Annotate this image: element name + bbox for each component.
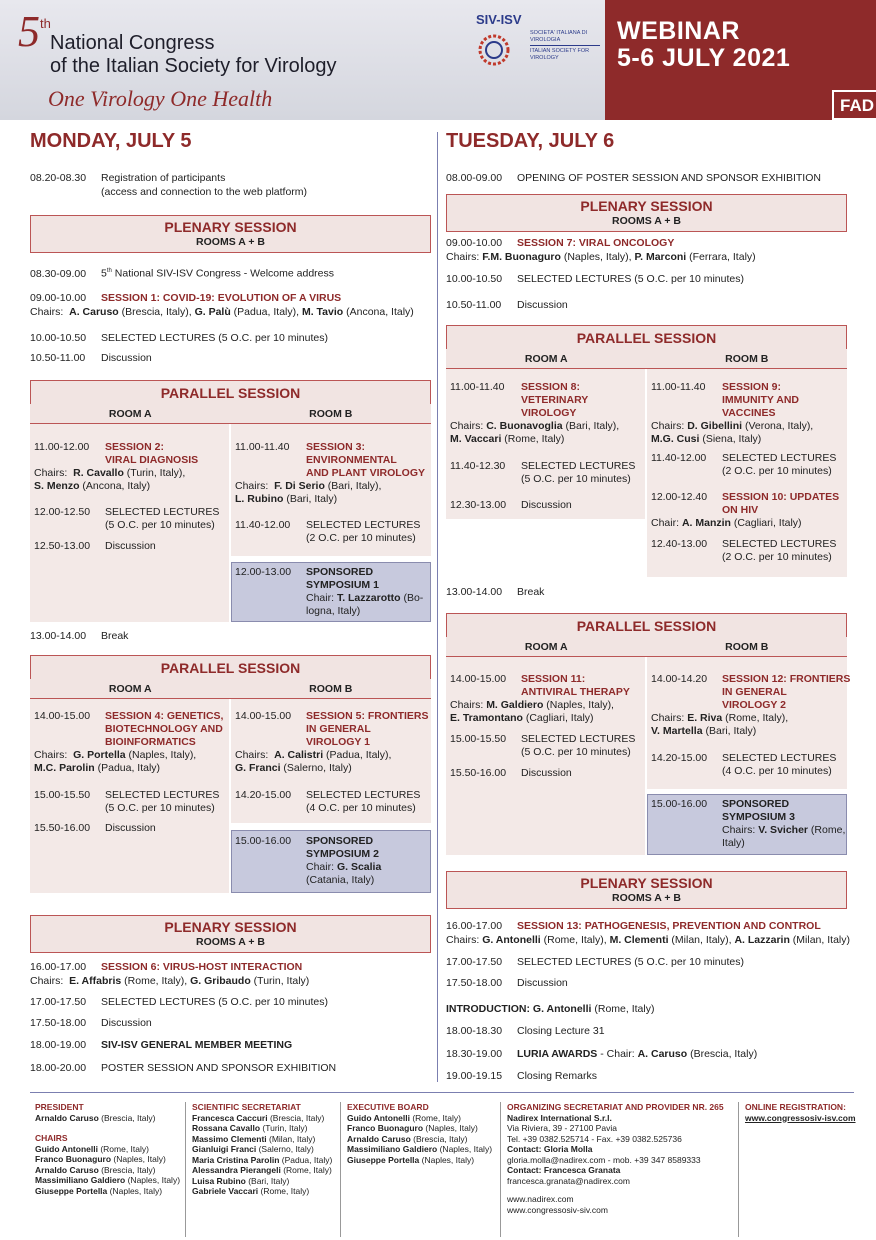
chair-member: Massimiliano Galdiero (Naples, Italy): [35, 1175, 181, 1185]
chair-member: Giuseppe Portella (Naples, Italy): [35, 1185, 163, 1196]
mon-welcome: 08.30-09.00 5th National SIV-ISV Congress - Welcome address: [30, 267, 335, 280]
secretariat-member: Rossana Cavallo (Turin, Italy): [192, 1123, 308, 1133]
mon-session-6: 16.00-17.00 SESSION 6: VIRUS-HOST INTERACTION Chairs: E. Affabris (Rome, Italy), G. Gribaudo (Turin, Italy): [30, 961, 310, 987]
mon-sponsored-1-text: 12.00-13.00 SPONSORED SYMPOSIUM 1 Chair: T. Lazzarotto (Bo- logna, Italy): [235, 566, 424, 617]
tue-break: 13.00-14.00 Break: [446, 586, 545, 598]
francesca-email-link[interactable]: francesca.granata@nadirex.com: [507, 1175, 630, 1186]
tue-session-10: 12.00-12.40 SESSION 10: UPDATES ON HIV Chair: A. Manzin (Cagliari, Italy): [651, 491, 840, 529]
footer-divider: [30, 1092, 854, 1093]
chair-member: Franco Buonaguro (Naples, Italy): [35, 1154, 166, 1164]
secretariat-member: Gabriele Vaccari (Rome, Italy): [192, 1186, 310, 1196]
tue-session-11-lectures: 15.00-15.50 SELECTED LECTURES (5 O.C. per 10 minutes): [450, 733, 636, 758]
tue-session-12: 14.00-14.20 SESSION 12: FRONTIERS IN GENERAL VIROLOGY 2 Chairs: E. Riva (Rome, Italy), V. Martella (Bari, Italy): [651, 673, 851, 737]
tue-parallel-1-rooms: ROOM A ROOM B: [446, 349, 847, 369]
board-member: Massimiliano Galdiero (Naples, Italy): [347, 1144, 493, 1154]
footer-president-chairs: PRESIDENT Arnaldo Caruso (Brescia, Italy) CHAIRS Guido Antonelli (Rome, Italy) Franco Buonaguro (Naples, Italy) Arnaldo Caruso (Brescia, Italy) Massimiliano Galdiero (Naples, Italy) Giuseppe Portella (Naples, Italy): [35, 1102, 185, 1196]
tue-selected-lectures-7: 10.00-10.50 SELECTED LECTURES (5 O.C. per 10 minutes): [446, 273, 744, 285]
tue-session-13: 16.00-17.00 SESSION 13: PATHOGENESIS, PREVENTION AND CONTROL Chairs: G. Antonelli (Rome, Italy), M. Clementi (Milan, Italy), A. Lazzarin (Milan, Italy): [446, 920, 850, 946]
mon-plenary-2: PLENARY SESSION ROOMS A + B: [30, 915, 431, 953]
tue-session-7: 09.00-10.00 SESSION 7: VIRAL ONCOLOGY Chairs: F.M. Buonaguro (Naples, Italy), P. Marconi (Ferrara, Italy): [446, 237, 756, 263]
secretariat-member: Massimo Clementi (Milan, Italy): [192, 1133, 316, 1144]
mon-session-5-lectures: 14.20-15.00 SELECTED LECTURES (4 O.C. per 10 minutes): [235, 789, 421, 814]
tue-selected-lectures-13: 17.00-17.50 SELECTED LECTURES (5 O.C. per 10 minutes): [446, 956, 744, 968]
gloria-email-link[interactable]: gloria.molla@nadirex.com - mob. +39 347 8589333: [507, 1154, 701, 1165]
tue-plenary-1: PLENARY SESSION ROOMS A + B: [446, 194, 847, 232]
congress-site-link[interactable]: www.congressosiv-siv.com: [507, 1204, 608, 1215]
chair-member: Guido Antonelli (Rome, Italy): [35, 1143, 149, 1154]
tue-closing-remarks: 19.00-19.15 Closing Remarks: [446, 1070, 597, 1082]
board-member: Guido Antonelli (Rome, Italy): [347, 1112, 461, 1123]
mon-selected-lectures-6: 17.00-17.50 SELECTED LECTURES (5 O.C. per 10 minutes): [30, 996, 328, 1008]
chair-member: Arnaldo Caruso (Brescia, Italy): [35, 1164, 156, 1175]
tue-sponsored-3-text: 15.00-16.00 SPONSORED SYMPOSIUM 3 Chairs: V. Svicher (Rome, Italy): [651, 798, 846, 849]
mon-parallel-2: PARALLEL SESSION: [30, 655, 431, 680]
tue-opening: 08.00-09.00 OPENING OF POSTER SESSION AND SPONSOR EXHIBITION: [446, 172, 821, 184]
congress-number: 5th: [18, 7, 51, 56]
tue-parallel-1: PARALLEL SESSION: [446, 325, 847, 350]
tue-plenary-2: PLENARY SESSION ROOMS A + B: [446, 871, 847, 909]
registration-link[interactable]: www.congressosiv-isv.com: [745, 1112, 856, 1123]
tue-introduction: INTRODUCTION: G. Antonelli (Rome, Italy): [446, 1003, 655, 1015]
footer-online-registration: ONLINE REGISTRATION: www.congressosiv-isv.com: [738, 1102, 863, 1237]
mon-plenary-1: PLENARY SESSION ROOMS A + B: [30, 215, 431, 253]
secretariat-member: Francesca Caccuri (Brescia, Italy): [192, 1112, 325, 1123]
mon-session-2-lectures: 12.00-12.50 SELECTED LECTURES (5 O.C. per 10 minutes): [34, 506, 220, 531]
tue-session-12-lectures: 14.20-15.00 SELECTED LECTURES (4 O.C. per 10 minutes): [651, 752, 837, 777]
monday-title: MONDAY, JULY 5: [30, 130, 192, 152]
mon-session-4: 14.00-15.00 SESSION 4: GENETICS, BIOTECHNOLOGY AND BIOINFORMATICS Chairs: G. Portella (Naples, Italy), M.C. Parolin (Padua, Italy): [34, 710, 224, 774]
tue-session-9-lectures: 11.40-12.00 SELECTED LECTURES (2 O.C. per 10 minutes): [651, 452, 837, 477]
mon-parallel-1: PARALLEL SESSION: [30, 380, 431, 405]
mon-poster-session: 18.00-20.00 POSTER SESSION AND SPONSOR EXHIBITION: [30, 1062, 337, 1074]
tue-session-8-lectures: 11.40-12.30 SELECTED LECTURES (5 O.C. per 10 minutes): [450, 460, 636, 485]
mon-session-2: 11.00-12.00 SESSION 2: VIRAL DIAGNOSIS Chairs: R. Cavallo (Turin, Italy), S. Menzo (Ancona, Italy): [34, 441, 199, 492]
tue-luria-awards: 18.30-19.00 LURIA AWARDS - Chair: A. Caruso (Brescia, Italy): [446, 1048, 758, 1060]
mon-session-4-lectures: 15.00-15.50 SELECTED LECTURES (5 O.C. per 10 minutes): [34, 789, 220, 814]
secretariat-member: Luisa Rubino (Bari, Italy): [192, 1175, 290, 1186]
mon-session-5: 14.00-15.00 SESSION 5: FRONTIERS IN GENERAL VIROLOGY 1 Chairs: A. Calistri (Padua, Italy), G. Franci (Salerno, Italy): [235, 710, 429, 774]
mon-discussion-6: 17.50-18.00 Discussion: [30, 1017, 152, 1029]
mon-session-4-discussion: 15.50-16.00 Discussion: [34, 822, 156, 834]
mon-registration: 08.20-08.30 Registration of participants (access and connection to the web platform): [30, 172, 308, 198]
fad-badge: FAD: [832, 90, 876, 120]
secretariat-member: Maria Cristina Parolin (Padua, Italy): [192, 1154, 333, 1165]
nadirex-link[interactable]: www.nadirex.com: [507, 1194, 574, 1204]
congress-title: National Congress of the Italian Society for Virology: [50, 32, 337, 77]
column-divider: [437, 132, 438, 1082]
mon-break: 13.00-14.00 Break: [30, 630, 129, 642]
tue-parallel-2-rooms: ROOM A ROOM B: [446, 637, 847, 657]
mon-session-2-discussion: 12.50-13.00 Discussion: [34, 540, 156, 552]
congress-motto: One Virology One Health: [48, 86, 273, 111]
mon-parallel-2-rooms: ROOM A ROOM B: [30, 679, 431, 699]
siv-isv-logo: SIV-ISV SOCIETA' ITALIANA DI VIROLOGIA ITALIAN SOCIETY FOR VIROLOGY: [470, 8, 600, 78]
footer-organizing-secretariat: ORGANIZING SECRETARIAT AND PROVIDER NR. 265 Nadirex International S.r.l. Via Riviera, 39 - 27100 Pavia Tel. +39 0382.525714 - Fax. +39 0382.525736 Contact: Gloria Molla gloria.molla@nadirex.com - mob. +39 347 8589333 Contact: Francesca Granata francesca.granata@nadirex.com www.nadirex.com www.congressosiv-siv.com: [500, 1102, 735, 1237]
board-member: Giuseppe Portella (Naples, Italy): [347, 1154, 475, 1165]
mon-session-3: 11.00-11.40 SESSION 3: ENVIRONMENTAL AND PLANT VIROLOGY Chairs: F. Di Serio (Bari, Italy), L. Rubino (Bari, Italy): [235, 441, 426, 505]
tue-session-11: 14.00-15.00 SESSION 11: ANTIVIRAL THERAPY Chairs: M. Galdiero (Naples, Italy), E. Tramontano (Cagliari, Italy): [450, 673, 630, 724]
secretariat-member: Gianluigi Franci (Salerno, Italy): [192, 1144, 314, 1154]
tue-session-9: 11.00-11.40 SESSION 9: IMMUNITY AND VACCINES Chairs: D. Gibellini (Verona, Italy), M.G. Cusi (Siena, Italy): [651, 381, 814, 445]
footer-scientific-secretariat: SCIENTIFIC SECRETARIAT Francesca Caccuri (Brescia, Italy) Rossana Cavallo (Turin, Italy) Massimo Clementi (Milan, Italy) Gianluigi Franci (Salerno, Italy) Maria Cristina Parolin (Padua, Italy) Alessandra Pierangeli (Rome, Italy) Luisa Rubino (Bari, Italy) Gabriele Vaccari (Rome, Italy): [185, 1102, 335, 1237]
tue-session-8-discussion: 12.30-13.00 Discussion: [450, 499, 572, 511]
secretariat-member: Alessandra Pierangeli (Rome, Italy): [192, 1165, 332, 1175]
board-member: Arnaldo Caruso (Brescia, Italy): [347, 1133, 468, 1144]
mon-sponsored-2-text: 15.00-16.00 SPONSORED SYMPOSIUM 2 Chair: G. Scalia (Catania, Italy): [235, 835, 382, 886]
tue-discussion-13: 17.50-18.00 Discussion: [446, 977, 568, 989]
tue-session-10-lectures: 12.40-13.00 SELECTED LECTURES (2 O.C. per 10 minutes): [651, 538, 837, 563]
mon-discussion-1: 10.50-11.00 Discussion: [30, 352, 152, 364]
webinar-banner: WEBINAR 5-6 JULY 2021 FAD: [605, 0, 876, 120]
tue-discussion-7: 10.50-11.00 Discussion: [446, 299, 568, 311]
board-member: Franco Buonaguro (Naples, Italy): [347, 1123, 478, 1133]
virus-logo-icon: [472, 28, 522, 78]
mon-selected-lectures-1: 10.00-10.50 SELECTED LECTURES (5 O.C. per 10 minutes): [30, 332, 328, 344]
mon-session-3-lectures: 11.40-12.00 SELECTED LECTURES (2 O.C. per 10 minutes): [235, 519, 421, 544]
tue-parallel-2: PARALLEL SESSION: [446, 613, 847, 638]
tue-session-11-discussion: 15.50-16.00 Discussion: [450, 767, 572, 779]
footer-executive-board: EXECUTIVE BOARD Guido Antonelli (Rome, Italy) Franco Buonaguro (Naples, Italy) Arnaldo Caruso (Brescia, Italy) Massimiliano Galdiero (Naples, Italy) Giuseppe Portella (Naples, Italy): [340, 1102, 495, 1237]
mon-general-meeting: 18.00-19.00 SIV-ISV GENERAL MEMBER MEETING: [30, 1039, 293, 1051]
tue-closing-lecture: 18.00-18.30 Closing Lecture 31: [446, 1025, 605, 1037]
mon-parallel-1-rooms: ROOM A ROOM B: [30, 404, 431, 424]
tue-session-8: 11.00-11.40 SESSION 8: VETERINARY VIROLOGY Chairs: C. Buonavoglia (Bari, Italy), M. Vaccari (Rome, Italy): [450, 381, 620, 445]
mon-session-1: 09.00-10.00 SESSION 1: COVID-19: EVOLUTION OF A VIRUS Chairs: A. Caruso (Brescia, Italy), G. Palù (Padua, Italy), M. Tavio (Ancona, Italy): [30, 292, 414, 318]
tuesday-title: TUESDAY, JULY 6: [446, 130, 615, 152]
